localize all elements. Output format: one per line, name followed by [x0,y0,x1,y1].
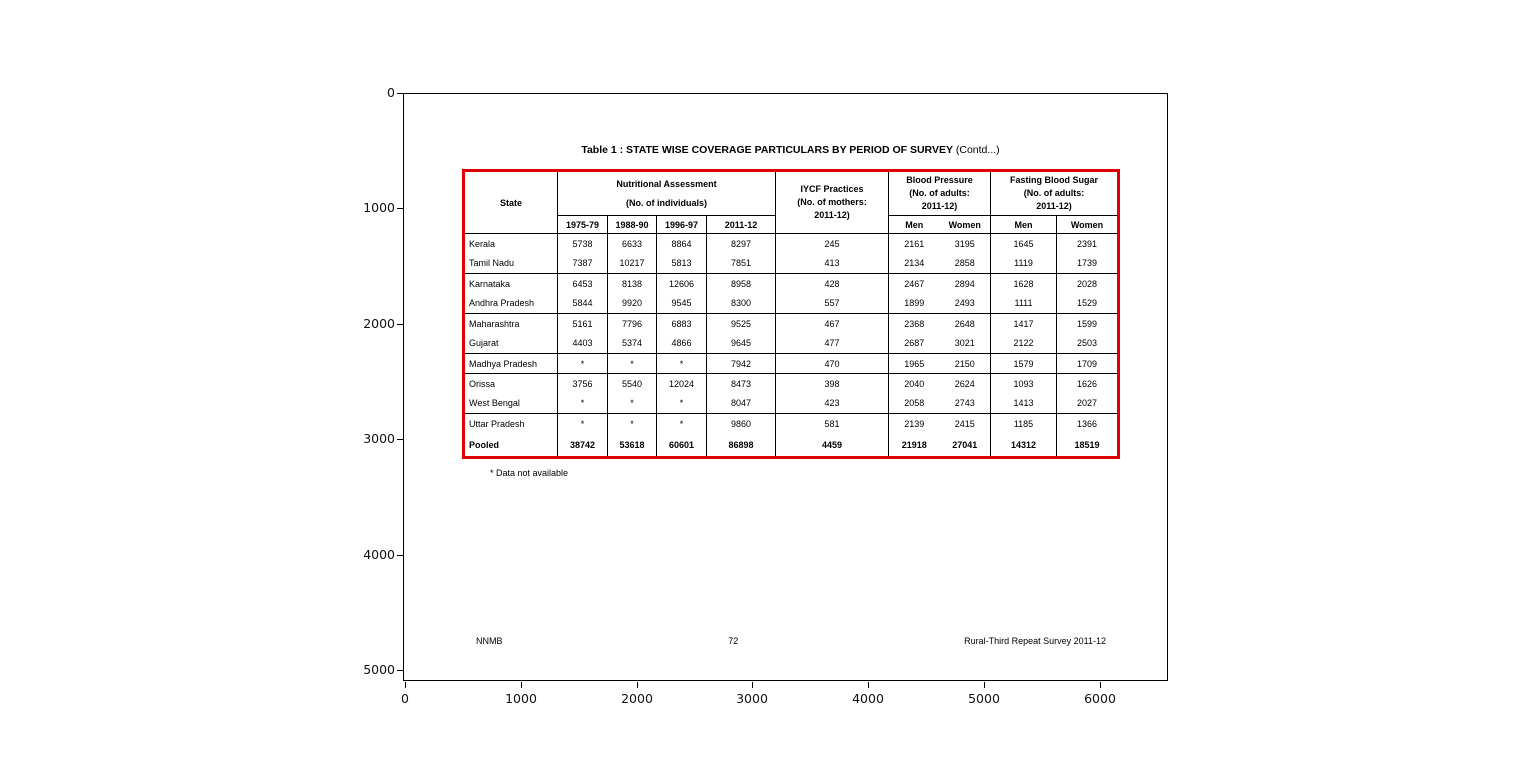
table-cell: 2391 [1057,234,1119,254]
subheader-bp-women: Women [940,216,991,234]
state-cell: Uttar Pradesh [469,418,525,429]
x-tick-label: 1000 [505,691,537,706]
header-blood-pressure [889,171,991,216]
table-row-andhra-pradesh [464,294,1119,314]
table-row-uttar-pradesh [464,414,1119,434]
table-cell: 8864 [657,234,707,254]
table-cell: 1709 [1057,354,1119,374]
table-cell: * [558,354,608,374]
table-cell: 1185 [991,414,1057,434]
subheader-year: 1996-97 [657,216,707,234]
state-cell: Madhya Pradesh [464,354,558,374]
table-cell: 12606 [657,274,707,294]
x-tick-mark [984,682,985,688]
header-iycf-line1: IYCF Practices [800,184,864,194]
table-cell: 2122 [991,334,1057,354]
table-cell: 3756 [558,374,608,394]
table-cell: 557 [776,294,889,314]
table-cell: 428 [776,274,889,294]
y-tick-label: 4000 [363,547,395,562]
table-cell: 60601 [657,434,707,458]
footer-org: NNMB [476,636,503,646]
x-tick-label: 6000 [1084,691,1116,706]
table-cell: 2743 [940,394,991,414]
y-tick-label: 0 [387,85,395,100]
table-cell: 2648 [954,318,975,329]
table-cell: 1579 [991,354,1057,374]
table-cell: 5844 [558,294,608,314]
header-fbs-line1: Fasting Blood Sugar [1009,175,1098,185]
table-cell: 10217 [608,254,657,274]
state-cell: Gujarat [464,334,558,354]
table-cell: * [657,354,707,374]
subheader-fbs-men: Men [991,216,1057,234]
table-cell: 5738 [558,234,608,254]
table-cell: 1093 [991,374,1057,394]
x-tick-label: 4000 [852,691,884,706]
table-footnote: * Data not available [490,468,569,478]
header-bp-line1: Blood Pressure [906,175,973,185]
subheader-bp-men: Men [889,216,940,234]
subheader-year: 2011-12 [707,216,776,234]
table-cell: 1739 [1057,254,1119,274]
coverage-table [462,169,1120,459]
table-cell: 8138 [608,274,657,294]
table-cell: 4459 [776,434,889,458]
table-cell: 21918 [889,434,940,458]
table-cell: 2368 [889,314,940,334]
table-cell: * [608,414,657,434]
footer-survey-name: Rural-Third Repeat Survey 2011-12 [964,636,1106,646]
table-cell: 1965 [889,354,940,374]
table-cell: 2894 [954,278,975,289]
table-cell: 2058 [889,394,940,414]
subheader-fbs-women: Women [1057,216,1119,234]
table-cell: * [558,414,608,434]
table-cell: 2028 [1057,274,1119,294]
table-cell: 5540 [608,374,657,394]
table-cell: 2503 [1057,334,1119,354]
table-cell: 1626 [1057,374,1119,394]
table-cell: 2027 [1057,394,1119,414]
table-row-maharashtra [464,314,1119,334]
table-cell: 398 [776,374,889,394]
table-cell: 5813 [657,254,707,274]
table-cell: * [558,394,608,414]
table-cell: 2624 [954,378,975,389]
table-cell: * [657,414,707,434]
header-fbs-line3: 2011-12) [1036,201,1072,211]
table-cell: * [657,394,707,414]
header-fasting-blood-sugar [991,171,1119,216]
table-cell: 1366 [1057,414,1119,434]
table-cell: 413 [776,254,889,274]
y-tick-label: 5000 [363,662,395,677]
table-cell: 2161 [889,234,940,254]
table-row-tamil-nadu [464,254,1119,274]
table-cell: 2687 [889,334,940,354]
table-cell: 9545 [657,294,707,314]
table-cell: 2150 [940,354,991,374]
state-cell: Tamil Nadu [464,254,558,274]
state-cell: Andhra Pradesh [464,294,558,314]
table-cell: 2134 [889,254,940,274]
table-cell: 38742 [558,434,608,458]
footer-page-number: 72 [728,636,739,646]
table-cell: 470 [776,354,889,374]
table-cell: 8300 [707,294,776,314]
page-footer [476,636,1106,646]
table-cell: * [608,394,657,414]
table-cell: 1413 [991,394,1057,414]
header-fbs-line2: (No. of adults: [1023,188,1085,198]
x-tick-label: 0 [401,691,409,706]
table-cell: 8958 [707,274,776,294]
x-tick-mark [521,682,522,688]
table-cell: 1119 [991,254,1057,274]
y-tick-label: 1000 [363,200,395,215]
state-cell: West Bengal [464,394,558,414]
header-state: State [464,171,558,234]
header-bp-line3: 2011-12) [921,201,958,211]
table-cell: 18519 [1057,434,1119,458]
table-cell: 1599 [1057,314,1119,334]
x-tick-mark [637,682,638,688]
x-tick-mark [752,682,753,688]
x-tick-mark [868,682,869,688]
x-tick-label: 5000 [968,691,1000,706]
table-cell: 1111 [991,294,1057,314]
x-tick-mark [1100,682,1101,688]
state-cell: Pooled [469,439,500,450]
header-iycf-line2: (No. of mothers: [797,197,867,207]
document-title [462,144,1119,156]
header-na-line1: Nutritional Assessment [616,178,717,189]
subheader-year: 1988-90 [608,216,657,234]
x-tick-label: 2000 [621,691,653,706]
table-cell: 7796 [608,314,657,334]
table-cell: 12024 [657,374,707,394]
table-cell: 7851 [707,254,776,274]
table-cell: 9860 [707,414,776,434]
header-nutritional-assessment [558,171,776,216]
state-cell: Maharashtra [469,318,520,329]
table-row-pooled [464,434,1119,458]
table-cell: 8473 [707,374,776,394]
table-row-west-bengal [464,394,1119,414]
table-cell: 4403 [558,334,608,354]
x-tick-mark [405,682,406,688]
table-cell: 5161 [558,314,608,334]
table-cell: 53618 [608,434,657,458]
state-cell: Orissa [469,378,496,389]
table-cell: 7387 [558,254,608,274]
subheader-year: 1975-79 [558,216,608,234]
y-tick-label: 3000 [363,431,395,446]
table-row-orissa [464,374,1119,394]
table-cell: 1899 [889,294,940,314]
table-cell: 581 [776,414,889,434]
table-cell: 6633 [608,234,657,254]
table-row-kerala [464,234,1119,254]
header-iycf [776,171,889,234]
table-cell: 4866 [657,334,707,354]
table-cell: * [608,354,657,374]
table-cell: 3021 [940,334,991,354]
header-bp-line2: (No. of adults: [909,188,970,198]
x-tick-label: 3000 [736,691,768,706]
document-title-main: Table 1 : STATE WISE COVERAGE PARTICULARS BY PERIOD OF SURVEY [581,144,953,156]
header-iycf-line3: 2011-12) [814,210,850,220]
table-row-gujarat [464,334,1119,354]
table-cell: 7942 [707,354,776,374]
plot-area [403,93,1168,681]
state-cell: Karnataka [469,278,511,289]
table-cell: 467 [776,314,889,334]
table-cell: 86898 [707,434,776,458]
table-cell: 9645 [707,334,776,354]
table-cell: 9525 [707,314,776,334]
table-cell: 245 [776,234,889,254]
table-cell: 2858 [940,254,991,274]
table-cell: 2415 [954,418,975,429]
document-title-suffix: (Contd...) [952,144,1000,156]
table-cell: 477 [776,334,889,354]
table-cell: 6883 [657,314,707,334]
table-cell: 2040 [889,374,940,394]
table-cell: 423 [776,394,889,414]
table-cell: 14312 [991,434,1057,458]
table-cell: 1645 [991,234,1057,254]
table-cell: 5374 [608,334,657,354]
header-na-line2: (No. of individuals) [626,197,707,208]
table-cell: 1628 [991,274,1057,294]
table-cell: 2493 [940,294,991,314]
table-cell: 1417 [991,314,1057,334]
table-cell: 2139 [889,414,940,434]
table-cell: 9920 [608,294,657,314]
table-row-madhya-pradesh [464,354,1119,374]
table-cell: 6453 [558,274,608,294]
state-cell: Kerala [469,238,496,249]
table-cell: 27041 [952,439,978,450]
table-cell: 2467 [889,274,940,294]
table-cell: 8047 [707,394,776,414]
y-tick-label: 2000 [363,316,395,331]
table-row-karnataka [464,274,1119,294]
table-cell: 3195 [954,238,975,249]
table-cell: 8297 [707,234,776,254]
table-cell: 1529 [1057,294,1119,314]
